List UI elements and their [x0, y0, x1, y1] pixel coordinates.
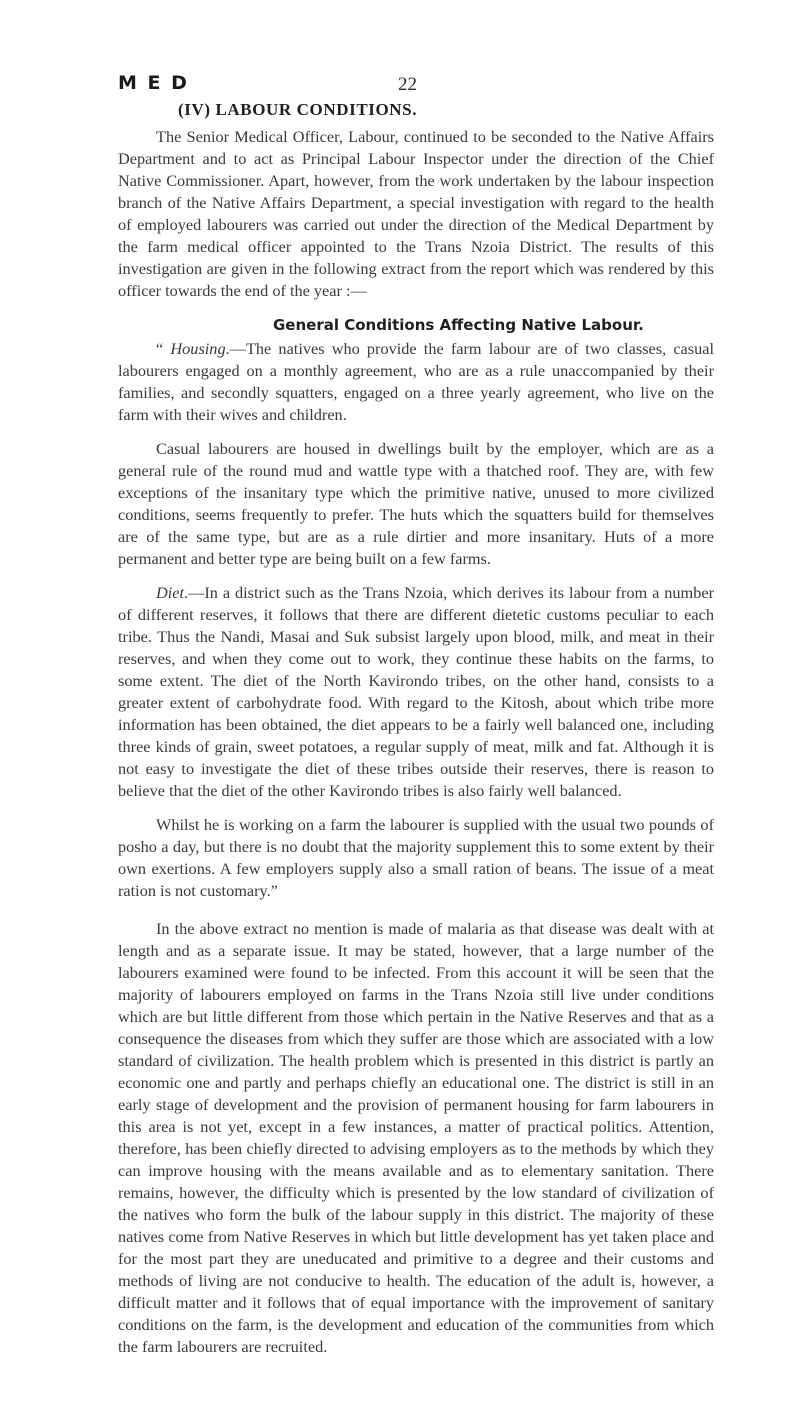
conclusion-paragraph: In the above extract no mention is made of malaria as that disease was dealt with at length and as a separate issue. It may be stated, however, that a large number of the labourers examined were found to be infected. From this account it will be seen that the majority of labourers employed on farms in the Trans Nzoia still live under conditions which are but little different from those which pertain in the Native Reserves and that as a consequence the diseases from which they suffer are those which are associated with a low standard of civilization. The health problem which is presented in this district is partly an economic one and partly and perhaps chiefly an educational one. The district is still in an early stage of development and the provision of permanent housing for farm labourers in this area is not yet, except in a few instances, a matter of practical politics. Attention, therefore, has been chiefly directed to advising employers as to the methods by which they can improve housing with the means available and as to elementary sanitation. There remains, however, the difficulty which is presented by the low standard of civilization of the natives who form the bulk of the labour supply in this district. The majority of these natives come from Native Reserves in which but little development has yet taken place and for the most part they are uneducated and primitive to a degree and their customs and methods of living are not conducive to health. The education of the adult is, however, a difficult matter and it follows that of equal importance with the improvement of sanitary conditions on the farm, is the development and education of the communities from which the farm labourers are recruited.: [118, 919, 714, 1356]
section-heading: (IV) LABOUR CONDITIONS.: [178, 100, 418, 119]
housing-label: Housing: [170, 339, 226, 358]
housing-paragraph: [118, 338, 714, 426]
department-abbreviation: M E D: [118, 72, 189, 94]
housing-text: .—The natives who provide the farm labour are of two classes, casual labourers engaged on a monthly agreement, who are as a rule unaccompanied by their families, and secondly squatters, engaged on a three yearly agreement, who live on the farm with their wives and children.: [118, 339, 715, 424]
diet-label: Diet: [156, 583, 185, 602]
document-body: [118, 100, 714, 1371]
page-number: 22: [398, 74, 417, 95]
open-quote: “: [156, 339, 171, 358]
diet-text: .—In a district such as the Trans Nzoia, which derives its labour from a number of different reserves, it follows that there are different dietetic customs peculiar to each tribe. Thus the Nandi, Masai and Suk subsist largely upon blood, milk, and meat in their reserves, and when they come out to work, they continue these habits on the farms, to some extent. The diet of the North Kavirondo tribes, on the other hand, consists to a greater extent of carbohydrate food. With regard to the Kitosh, about which tribe more information has been obtained, the diet appears to be a fairly well balanced one, including three kinds of grain, sweet potatoes, a regular supply of meat, milk and fat. Although it is not easy to investigate the diet of these tribes outside their reserves, there is reason to believe that the diet of the other Kavirondo tribes is also fairly well balanced.: [118, 583, 714, 800]
intro-paragraph: The Senior Medical Officer, Labour, continued to be seconded to the Native Affairs Department and to act as Principal Labour Inspector under the direction of the Chief Native Commissioner. Apart, however, from the work undertaken by the labour inspection branch of the Native Affairs Department, a special investigation with regard to the health of employed labourers was carried out under the direction of the Medical Department by the farm medical officer appointed to the Trans Nzoia District. The results of this investigation are given in the following extract from the report which was rendered by this officer towards the end of the year :—: [118, 127, 714, 300]
extract-heading: General Conditions Affecting Native Labour.: [273, 316, 644, 334]
casual-labourers-paragraph: Casual labourers are housed in dwellings built by the employer, which are as a general rule of the round mud and wattle type with a thatched roof. They are, with few exceptions of the insanitary type which the primitive native, unused to more civilized conditions, seems frequently to prefer. The huts which the squatters build for themselves are of the same type, but are as a rule dirtier and more insanitary. Huts of a more permanent and better type are being built on a few farms.: [118, 439, 714, 568]
running-header: [118, 72, 678, 98]
diet-paragraph: [118, 582, 714, 802]
rations-paragraph: Whilst he is working on a farm the labourer is supplied with the usual two pounds of posho a day, but there is no doubt that the majority supplement this to some extent by their own exertions. A few employers supply also a small ration of beans. The issue of a meat ration is not customary.”: [118, 815, 714, 900]
